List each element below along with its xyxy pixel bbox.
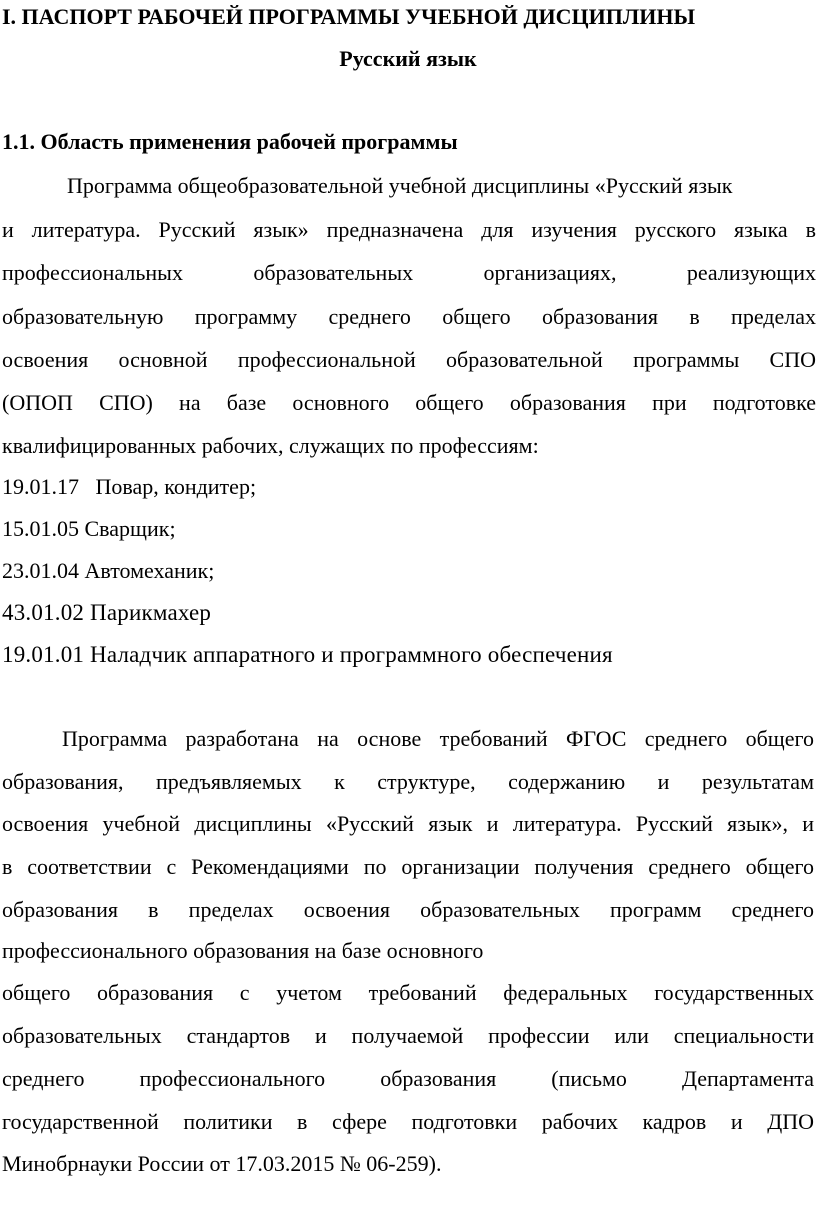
paragraph-line: государственной политики в сфере подготовки рабочих кадров и ДПО (2, 1109, 814, 1134)
profession-item: 19.01.01 Наладчик аппаратного и программного обеспечения (2, 642, 613, 667)
paragraph-line: освоения основной профессиональной образовательной программы СПО (2, 347, 816, 372)
paragraph-line: и литература. Русский язык» предназначена для изучения русского языка в (2, 217, 816, 242)
paragraph-line: освоения учебной дисциплины «Русский язык и литература. Русский язык», и (2, 811, 814, 836)
paragraph-line: (ОПОП СПО) на базе основного общего образования при подготовке (2, 390, 816, 415)
paragraph-line: квалифицированных рабочих, служащих по профессиям: (2, 433, 539, 458)
paragraph-line: Программа разработана на основе требований ФГОС среднего общего (62, 726, 814, 751)
paragraph-line: Программа общеобразовательной учебной дисциплины «Русский язык (67, 173, 733, 198)
paragraph-line: профессионального образования на базе основного (2, 938, 484, 963)
paragraph-line: образования, предъявляемых к структуре, содержанию и результатам (2, 769, 814, 794)
discipline-title: Русский язык (339, 46, 477, 71)
profession-item: 43.01.02 Парикмахер (2, 600, 212, 625)
section-title: 1.1. Область применения рабочей программы (2, 129, 458, 154)
paragraph-line: образовательных стандартов и получаемой профессии или специальности (2, 1023, 814, 1048)
paragraph-line: образовательную программу среднего общего образования в пределах (2, 304, 816, 329)
paragraph-line: в соответствии с Рекомендациями по организации получения среднего общего (2, 854, 814, 879)
document-title: I. ПАСПОРТ РАБОЧЕЙ ПРОГРАММЫ УЧЕБНОЙ ДИСЦИПЛИНЫ (2, 4, 696, 29)
paragraph-line: общего образования с учетом требований федеральных государственных (2, 980, 814, 1005)
profession-item: 15.01.05 Сварщик; (2, 516, 176, 541)
paragraph-line: образования в пределах освоения образовательных программ среднего (2, 897, 814, 922)
paragraph-line: среднего профессионального образования (письмо Департамента (2, 1066, 814, 1091)
profession-item: 19.01.17 Повар, кондитер; (2, 474, 257, 499)
paragraph-line: Минобрнауки России от 17.03.2015 № 06-259). (2, 1151, 442, 1176)
paragraph-line: профессиональных образовательных организациях, реализующих (2, 260, 816, 285)
profession-item: 23.01.04 Автомеханик; (2, 558, 215, 583)
